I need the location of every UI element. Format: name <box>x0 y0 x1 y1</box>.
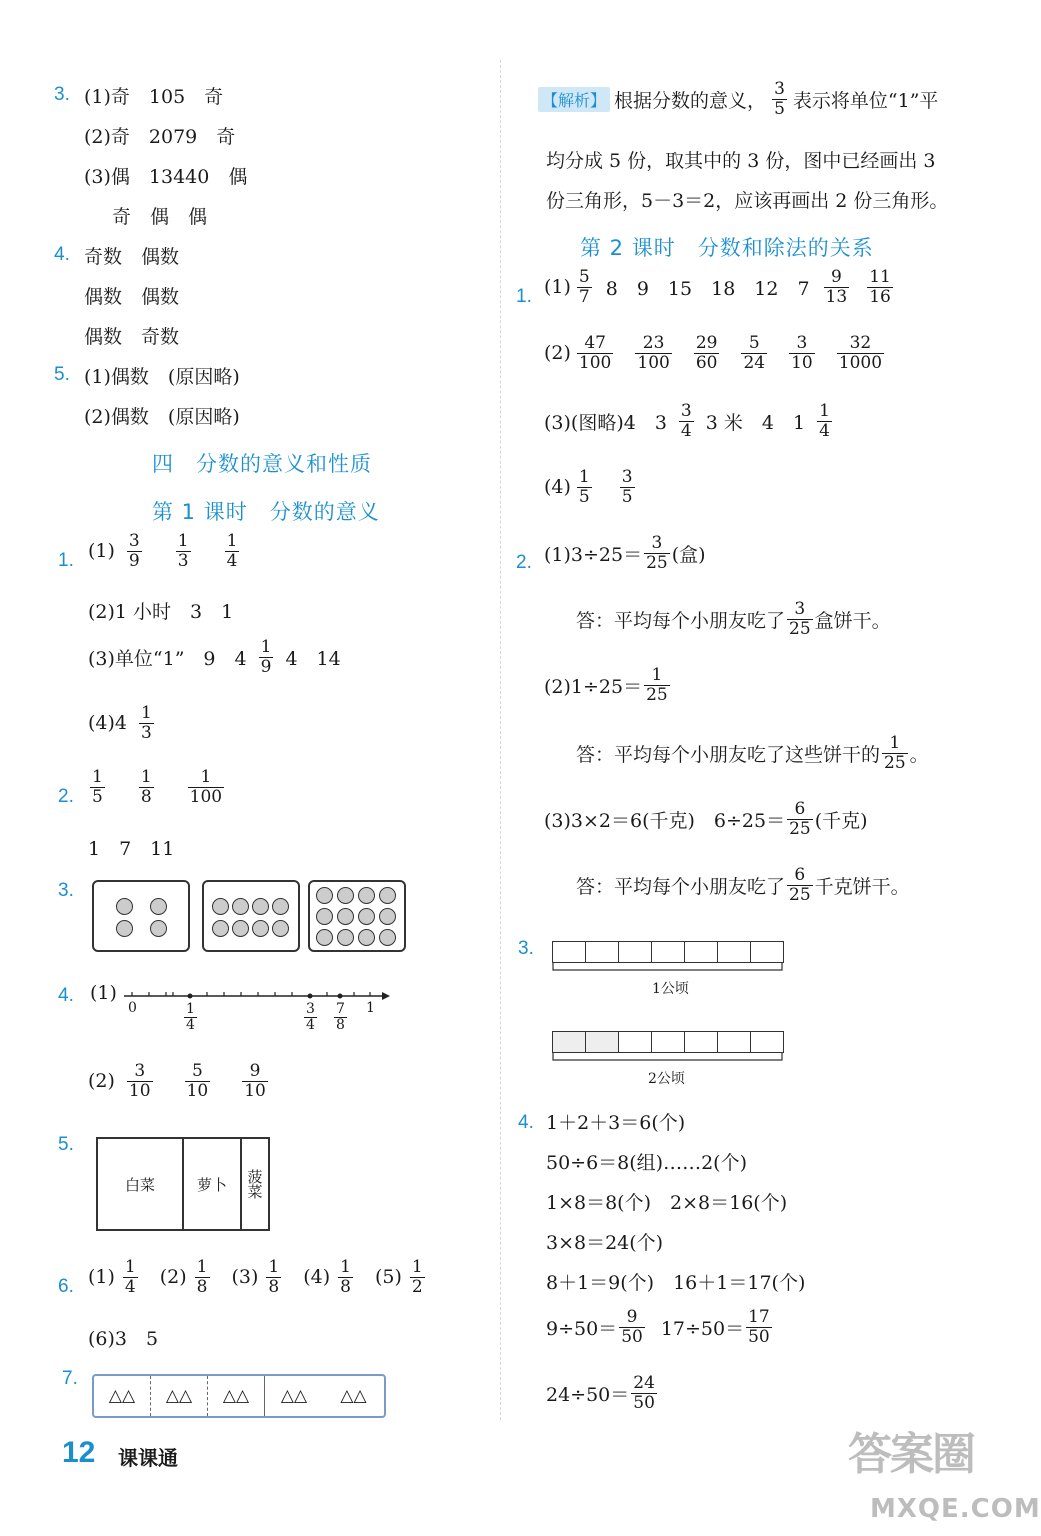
strip-label: 2公顷 <box>648 1071 685 1087</box>
fraction: $\frac{1}{5}$ <box>578 467 590 507</box>
circle <box>316 908 333 925</box>
fraction: $\frac{1}{9}$ <box>260 637 272 677</box>
fraction: $\frac{3}{9}$ <box>128 531 140 571</box>
strip-1-hectare <box>552 941 784 963</box>
answer-line: 8＋1＝9(个) 16＋1＝17(个) <box>546 1272 806 1294</box>
answer-text: 答：平均每个小朋友吃了 <box>576 609 786 632</box>
triangle-group: △△ <box>340 1386 367 1406</box>
part-label: (4) <box>544 476 571 499</box>
answer-line: 1 7 11 <box>88 838 175 860</box>
part-label: (1) <box>88 1266 115 1289</box>
answer-line <box>544 800 868 838</box>
answer-line <box>88 638 341 676</box>
circle <box>232 920 249 937</box>
answer-text: (2)1÷25＝ <box>544 675 643 698</box>
question-number: 1. <box>516 286 532 307</box>
answer-line <box>84 768 230 806</box>
part-label: (1) <box>544 276 571 299</box>
fraction: $\frac{1}{2}$ <box>411 1257 423 1297</box>
circle <box>252 920 269 937</box>
answer-line <box>544 534 706 572</box>
book-title: 课课通 <box>118 1446 178 1470</box>
circle <box>316 887 333 904</box>
circle <box>212 920 229 937</box>
fraction: $\frac{1}{3}$ <box>141 703 152 743</box>
brace-2 <box>552 1052 784 1066</box>
answer-text: (3)(图略)4 3 <box>544 411 667 434</box>
answer-line: 1×8＝8(个) 2×8＝16(个) <box>546 1192 788 1214</box>
tick-label: 0 <box>128 1000 137 1016</box>
answer-text: 8 9 15 18 12 7 <box>605 277 810 300</box>
circle <box>150 920 167 937</box>
answer-text: 。 <box>909 743 929 766</box>
answer-text: (千克) <box>814 809 868 832</box>
fraction: $\frac{1}{4}$ <box>819 401 830 441</box>
answer-line: (1)偶数 (原因略) <box>84 366 240 388</box>
circle <box>272 898 289 915</box>
answer-line: (2)奇 2079 奇 <box>84 126 236 148</box>
triangle-group: △△ <box>280 1386 308 1406</box>
circle <box>337 929 354 946</box>
number-line <box>120 986 390 1016</box>
part-label: (3) <box>231 1266 259 1289</box>
answer-text: 4 14 <box>285 647 341 670</box>
answer-line: (2)1 小时 3 1 <box>88 601 234 623</box>
circle <box>379 908 396 925</box>
part-label: (4) <box>303 1266 331 1289</box>
fraction: $\frac{23}{100}$ <box>637 333 670 373</box>
fraction: $\frac{32}{1000}$ <box>838 333 883 373</box>
fraction: $\frac{3}{5}$ <box>621 467 633 507</box>
part-label: (2) <box>159 1266 187 1289</box>
fraction: $\frac{3}{10}$ <box>791 333 813 373</box>
answer-line: 偶数 偶数 <box>84 286 180 308</box>
watermark-logo: 答案圈 <box>848 1429 974 1480</box>
circle <box>358 929 375 946</box>
answer-text: 答：平均每个小朋友吃了 <box>576 875 786 898</box>
circle <box>272 920 289 937</box>
answer-line: 1＋2＋3＝6(个) <box>546 1112 686 1134</box>
fraction: $\frac{11}{16}$ <box>869 267 891 307</box>
answer-line: 奇 偶 偶 <box>112 206 208 228</box>
fraction: $\frac{1}{4}$ <box>226 531 238 571</box>
circle <box>337 887 354 904</box>
fraction: $\frac{1}{25}$ <box>646 665 668 705</box>
circle-box-4 <box>92 880 190 952</box>
answer-text: 答：平均每个小朋友吃了这些饼干的 <box>576 743 881 766</box>
circle-box-8 <box>202 880 300 952</box>
question-number: 2. <box>58 786 74 807</box>
lesson-title: 第 1 课时 分数的意义 <box>152 500 380 524</box>
circle <box>252 898 269 915</box>
question-number: 4. <box>58 985 74 1006</box>
answer-line: 3×8＝24(个) <box>546 1232 664 1254</box>
fraction: $\frac{3}{10}$ <box>128 1061 151 1101</box>
answer-line <box>544 334 890 372</box>
garden-cell: 萝卜 <box>184 1139 242 1229</box>
answer-line <box>544 402 844 440</box>
lesson-title: 第 2 课时 分数和除法的关系 <box>580 236 874 260</box>
triangle-group: △△ <box>94 1376 151 1416</box>
garden-diagram <box>96 1137 270 1231</box>
answer-line: (6)3 5 <box>88 1328 159 1350</box>
question-number: 3. <box>54 84 70 105</box>
fraction: $\frac{6}{25}$ <box>789 799 811 839</box>
fraction: $\frac{9}{10}$ <box>244 1061 266 1101</box>
answer-line <box>576 600 891 638</box>
question-number: 7. <box>62 1368 78 1389</box>
question-number: 5. <box>54 364 70 385</box>
answer-line <box>544 468 641 506</box>
circle <box>337 908 354 925</box>
circle <box>116 898 133 915</box>
answer-line <box>546 1374 659 1412</box>
analysis-text: 根据分数的意义， <box>614 89 767 112</box>
answer-text: 24÷50＝ <box>546 1383 630 1406</box>
unit-title: 四 分数的意义和性质 <box>152 452 372 476</box>
fraction: $\frac{3}{4}$ <box>680 401 692 441</box>
answer-text: (4)4 <box>88 712 128 735</box>
answer-text: 盒饼干。 <box>814 609 891 632</box>
fraction: $\frac{47}{100}$ <box>578 333 612 373</box>
question-number: 3. <box>518 938 534 959</box>
fraction: $\frac{5}{10}$ <box>186 1061 209 1101</box>
answer-line: 奇数 偶数 <box>84 246 180 268</box>
answer-line: (2)偶数 (原因略) <box>84 406 240 428</box>
answer-text: 3 米 4 1 <box>705 411 806 434</box>
answer-line <box>576 866 910 904</box>
fraction: $\frac{6}{25}$ <box>789 865 811 905</box>
fraction: $\frac{5}{24}$ <box>743 333 766 373</box>
fraction: $\frac{1}{8}$ <box>196 1257 208 1297</box>
question-number: 4. <box>518 1112 534 1133</box>
answer-line: 50÷6＝8(组)……2(个) <box>546 1152 748 1174</box>
triangle-group: △△ <box>151 1376 208 1416</box>
fraction: $\frac{1}{4}$ <box>124 1257 136 1297</box>
analysis-text: 份三角形，5－3＝2，应该再画出 2 份三角形。 <box>546 190 949 212</box>
circle <box>150 898 167 915</box>
triangle-group: △△ <box>208 1376 265 1416</box>
answer-text: 千克饼干。 <box>814 875 910 898</box>
fraction: $\frac{1}{8}$ <box>340 1257 351 1297</box>
question-number: 5. <box>58 1134 74 1155</box>
circle <box>212 898 229 915</box>
fraction: $\frac{24}{50}$ <box>633 1373 655 1413</box>
answer-line <box>546 1308 774 1346</box>
circle <box>379 929 396 946</box>
circle <box>116 920 133 937</box>
tick-label: 1 <box>366 1000 375 1016</box>
answer-line <box>544 268 899 306</box>
answer-line: (1)奇 105 奇 <box>84 86 224 108</box>
column-divider <box>500 60 501 1420</box>
strip-label: 1公顷 <box>652 981 689 997</box>
fraction: $\frac{3}{5}$ <box>774 79 785 119</box>
fraction: $\frac{3}{25}$ <box>646 533 668 573</box>
tick-fraction: $\frac{7}{8}$ <box>336 1001 345 1034</box>
watermark-site: MXQE.COM <box>870 1494 1041 1524</box>
part-label: (5) <box>375 1266 402 1289</box>
page-number: 12 <box>62 1436 96 1469</box>
circle <box>316 929 333 946</box>
garden-cell: 白菜 <box>98 1139 184 1229</box>
circle <box>379 887 396 904</box>
answer-text: (1)3÷25＝ <box>544 543 643 566</box>
answer-line <box>88 704 160 742</box>
answer-text: (3)单位“1” 9 4 <box>88 647 247 670</box>
fraction: $\frac{1}{3}$ <box>177 531 189 571</box>
analysis-text: 均分成 5 份，取其中的 3 份，图中已经画出 3 <box>546 150 936 172</box>
fraction: $\frac{29}{60}$ <box>695 333 718 373</box>
answer-line <box>88 1062 274 1100</box>
question-number: 2. <box>516 552 532 573</box>
answer-line <box>576 734 929 772</box>
answer-text: 9÷50＝ <box>546 1317 618 1340</box>
answer-line: 偶数 奇数 <box>84 326 180 348</box>
part-label: (1) <box>88 540 115 563</box>
part-label: (2) <box>544 342 571 365</box>
fraction: $\frac{1}{100}$ <box>189 767 223 807</box>
strip-2-hectare <box>552 1031 784 1053</box>
tick-fraction: $\frac{1}{4}$ <box>186 1001 195 1034</box>
circle-box-12 <box>308 880 406 952</box>
part-label: (1) <box>90 982 117 1004</box>
fraction: $\frac{17}{50}$ <box>748 1307 770 1347</box>
fraction: $\frac{1}{8}$ <box>268 1257 280 1297</box>
question-number: 6. <box>58 1276 74 1297</box>
answer-line <box>88 532 245 570</box>
circle <box>232 898 249 915</box>
triangle-bar <box>92 1374 386 1418</box>
analysis-tag: 【解析】 <box>538 87 610 112</box>
question-number: 1. <box>58 550 74 571</box>
question-number: 3. <box>58 880 74 901</box>
fraction: $\frac{3}{25}$ <box>789 599 811 639</box>
fraction: $\frac{9}{13}$ <box>825 267 848 307</box>
fraction: $\frac{5}{7}$ <box>578 267 590 307</box>
fraction: $\frac{1}{8}$ <box>140 767 152 807</box>
brace-1 <box>552 962 784 976</box>
analysis-text: 表示将单位“1”平 <box>792 89 939 112</box>
analysis-line <box>538 80 938 118</box>
circle <box>358 908 375 925</box>
answer-line <box>544 666 672 704</box>
answer-text: (3)3×2＝6(千克) 6÷25＝ <box>544 809 786 832</box>
part-label: (2) <box>88 1070 115 1093</box>
fraction: $\frac{1}{25}$ <box>884 733 906 773</box>
fraction: $\frac{1}{5}$ <box>92 767 103 807</box>
answer-text: (盒) <box>671 543 706 566</box>
answer-line <box>88 1258 431 1296</box>
answer-line: (3)偶 13440 偶 <box>84 166 248 188</box>
circle <box>358 887 375 904</box>
fraction: $\frac{9}{50}$ <box>621 1307 643 1347</box>
question-number: 4. <box>54 244 70 265</box>
garden-cell: 菠菜 <box>245 1169 264 1199</box>
answer-text: 17÷50＝ <box>660 1317 745 1340</box>
tick-fraction: $\frac{3}{4}$ <box>306 1001 315 1034</box>
